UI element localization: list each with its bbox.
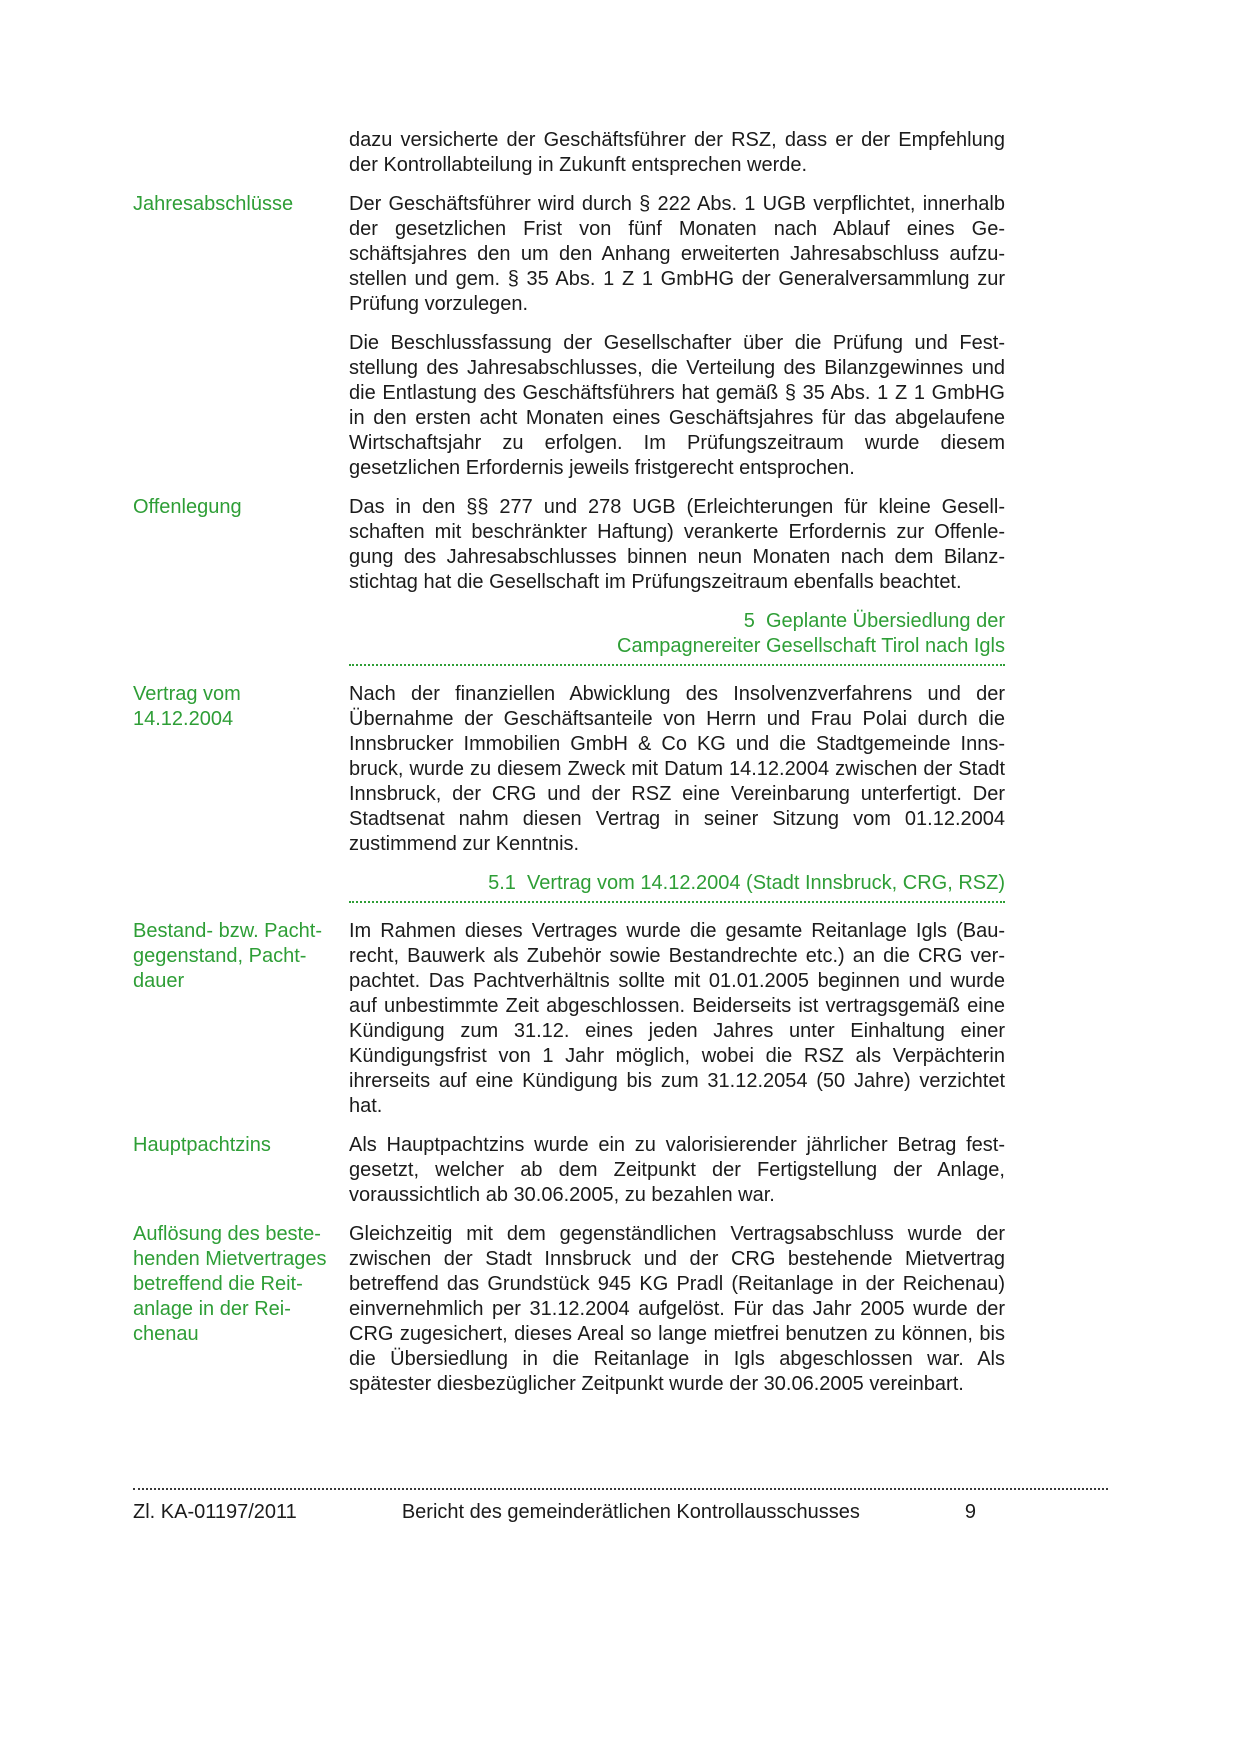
margin-label-line: Bestand- bzw. Pacht- (133, 920, 322, 942)
paragraph-text: Gleichzeitig mit dem gegenständlichen Vertragsabschluss wurde der zwischen der Stadt Innsbruck und der CRG bestehende Mietvertrag betreffend das Grundstück 945 KG Pradl (Reitanlage in der Reichenau) einvernehmlich per 31.12.2004 aufgelöst. Für das Jahr 2005 wurde der CRG zugesichert, dieses Areal so lange mietfrei benutzen zu können, bis die Übersiedlung in die Reitanlage in Igls abgeschlossen war. Als spätester diesbezüglicher Zeitpunkt wurde der 30.06.2005 vereinbart. (349, 1223, 1005, 1395)
paragraph-text: Im Rahmen dieses Vertrages wurde die gesamte Reitanlage Igls (Baurecht, Bauwerk als Zubehör sowie Bestandrechte etc.) an die CRG verpachtet. Das Pachtverhältnis sollte mit 01.01.2005 beginnen und wurde auf unbestimmte Zeit abgeschlossen. Beiderseits ist vertragsgemäß eine Kündigung zum 31.12. eines jeden Jahres unter Einhaltung einer Kündigungsfrist von 1 Jahr möglich, wobei die RSZ als Verpächterin ihrerseits auf eine Kündigung bis zum 31.12.2054 (50 Jahre) verzichtet hat. (349, 920, 1005, 1117)
subsection-heading (349, 871, 1005, 903)
margin-label (133, 495, 349, 595)
page-footer (133, 1488, 1108, 1525)
margin-label-line: Vertrag vom (133, 683, 241, 705)
margin-label (133, 1222, 349, 1397)
margin-label (133, 682, 349, 857)
paragraph-block (133, 682, 1005, 857)
margin-label-line: Auflösung des beste- (133, 1223, 321, 1245)
section-heading-line: Campagnereiter Gesellschaft Tirol nach Igls (617, 635, 1005, 657)
paragraph-block (133, 331, 1005, 481)
paragraph-text: Als Hauptpachtzins wurde ein zu valorisierender jährlicher Betrag festgesetzt, welcher ab dem Zeitpunkt der Fertigstellung der Anlage, voraussichtlich ab 30.06.2005, zu bezahlen war. (349, 1134, 1005, 1206)
paragraph-block (133, 192, 1005, 317)
margin-label-line: Hauptpachtzins (133, 1134, 271, 1156)
subsection-heading-line: 5.1 Vertrag vom 14.12.2004 (Stadt Innsbruck, CRG, RSZ) (488, 872, 1005, 894)
margin-label-line: 14.12.2004 (133, 708, 234, 730)
margin-label-line: betreffend die Reit- (133, 1273, 303, 1295)
margin-label-line: Offenlegung (133, 496, 242, 518)
paragraph-block (133, 495, 1005, 595)
margin-label-line: gegenstand, Pacht- (133, 945, 307, 967)
paragraph-text: Der Geschäftsführer wird durch § 222 Abs. 1 UGB verpflichtet, innerhalb der gesetzlichen Frist von fünf Monaten nach Ablauf eines Geschäftsjahres den um den Anhang erweiterten Jahresabschluss aufzustellen und gem. § 35 Abs. 1 Z 1 GmbHG der Generalversammlung zur Prüfung vorzulegen. (349, 193, 1005, 315)
paragraph-text: dazu versicherte der Geschäftsführer der RSZ, dass er der Empfehlung der Kontrollabteilung in Zukunft entsprechen werde. (349, 129, 1005, 176)
margin-label (133, 192, 349, 317)
paragraph-text: Das in den §§ 277 und 278 UGB (Erleichterungen für kleine Gesellschaften mit beschränkter Haftung) verankerte Erfordernis zur Offenlegung des Jahresabschlusses binnen neun Monaten nach dem Bilanzstichtag hat die Gesellschaft im Prüfungszeitraum ebenfalls beachtet. (349, 496, 1005, 593)
margin-label (133, 331, 349, 481)
margin-label (133, 128, 349, 178)
document-content (133, 128, 1005, 1411)
footer-reference: Zl. KA-01197/2011 (133, 1501, 297, 1523)
margin-label-line: Jahresabschlüsse (133, 193, 294, 215)
margin-label (133, 919, 349, 1119)
section-heading (349, 609, 1005, 666)
paragraph-block (133, 919, 1005, 1119)
footer-row (133, 1500, 1108, 1525)
paragraph-text: Die Beschlussfassung der Gesellschafter über die Prüfung und Feststellung des Jahresabschlusses, die Verteilung des Bilanzgewinnes und die Entlastung des Geschäftsführers hat gemäß § 35 Abs. 1 Z 1 GmbHG in den ersten acht Monaten eines Geschäftsjahres für das abgelaufene Wirtschaftsjahr zu erfolgen. Im Prüfungszeitraum wurde diesem gesetzlichen Erfordernis jeweils fristgerecht entsprochen. (349, 332, 1005, 479)
footer-page-number: 9 (964, 1501, 976, 1523)
margin-label-line: anlage in der Rei- (133, 1298, 291, 1320)
paragraph-block (133, 1133, 1005, 1208)
margin-label-line: chenau (133, 1323, 199, 1345)
section-heading-line: 5 Geplante Übersiedlung der (743, 610, 1005, 632)
footer-title: Bericht des gemeinderätlichen Kontrollausschusses (401, 1501, 860, 1523)
paragraph-block (133, 128, 1005, 178)
margin-label (133, 1133, 349, 1208)
margin-label-line: dauer (133, 970, 185, 992)
margin-label-line: henden Mietvertrages (133, 1248, 327, 1270)
paragraph-block (133, 1222, 1005, 1397)
paragraph-text: Nach der finanziellen Abwicklung des Insolvenzverfahrens und der Übernahme der Geschäftsanteile von Herrn und Frau Polai durch die Innsbrucker Immobilien GmbH & Co KG und die Stadtgemeinde Innsbruck, wurde zu diesem Zweck mit Datum 14.12.2004 zwischen der Stadt Innsbruck, der CRG und der RSZ eine Vereinbarung unterfertigt. Der Stadtsenat nahm diesen Vertrag in seiner Sitzung vom 01.12.2004 zustimmend zur Kenntnis. (349, 683, 1005, 855)
